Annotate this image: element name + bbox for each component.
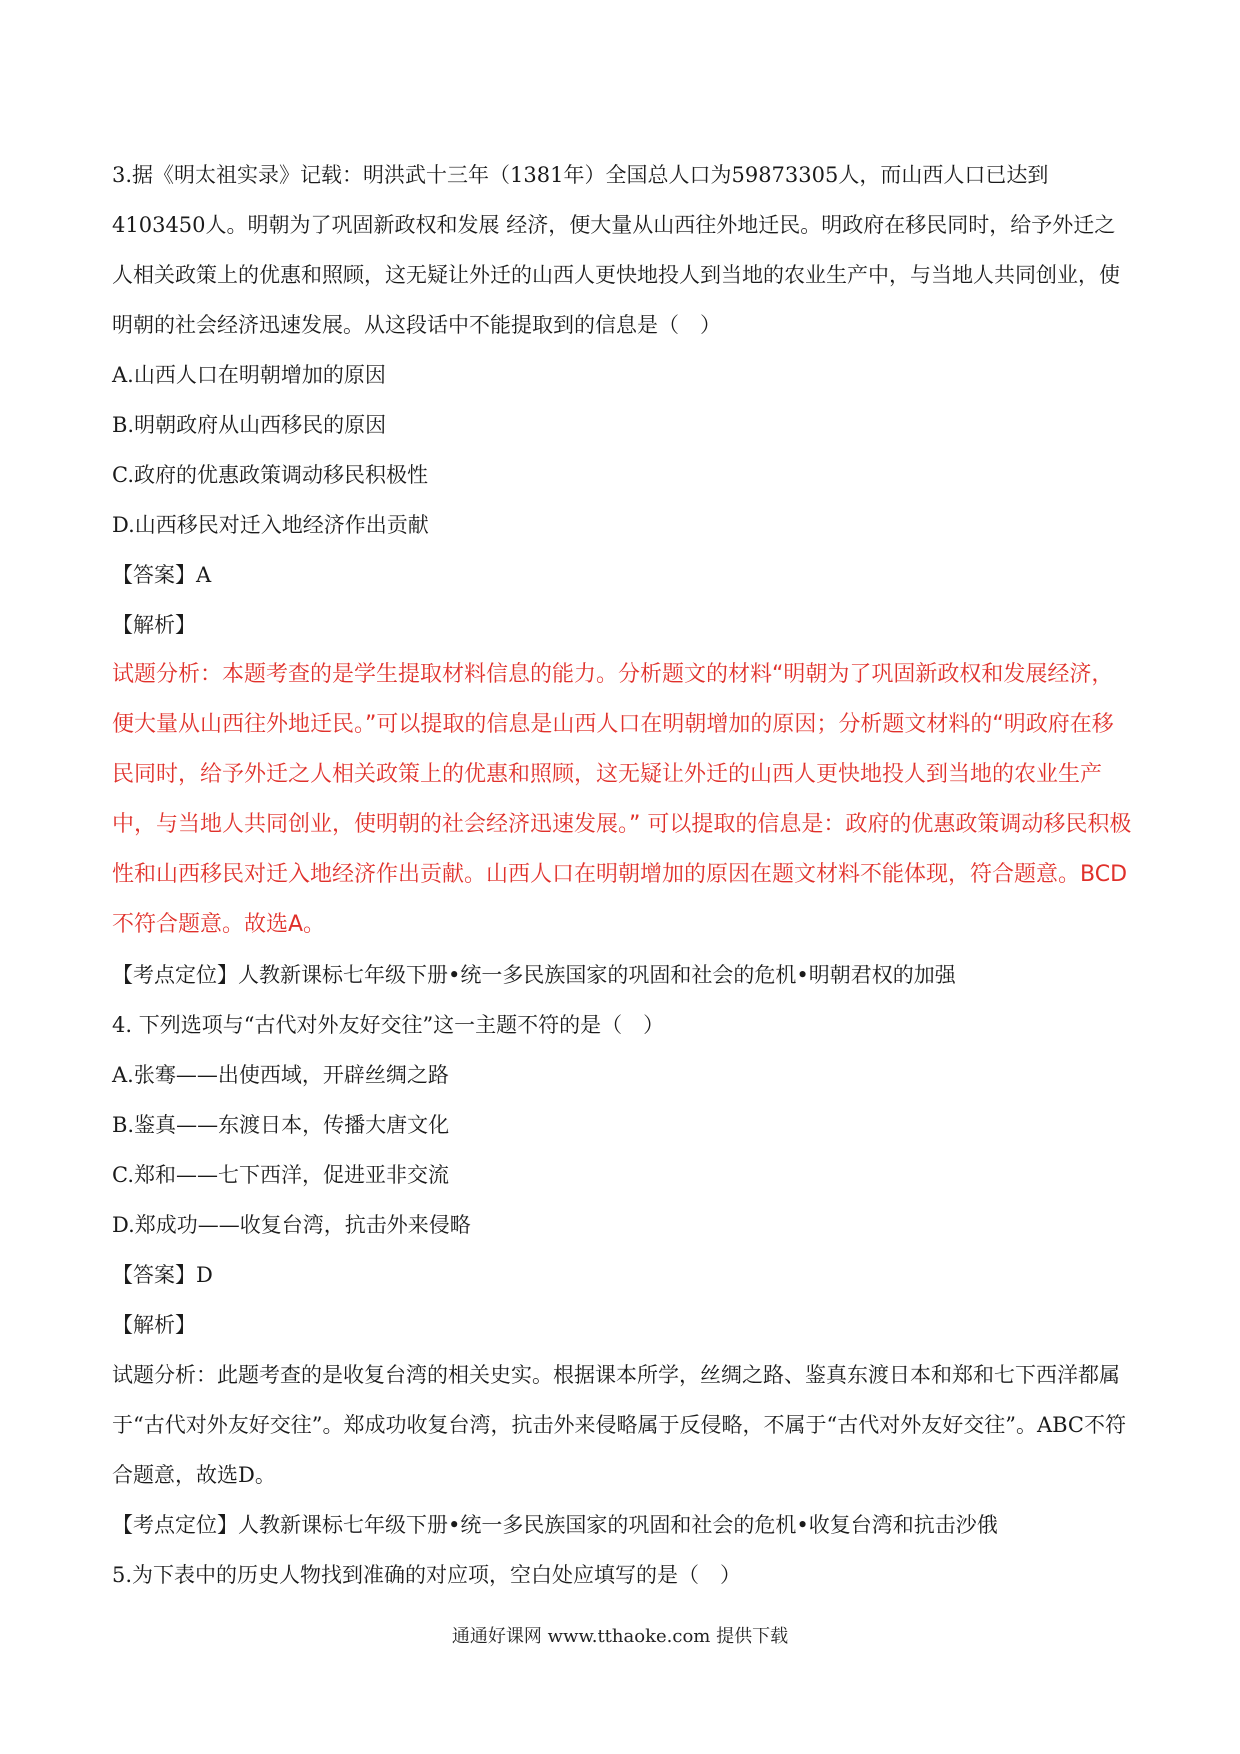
question-4-kaodian: 【考点定位】人教新课标七年级下册•统一多民族国家的巩固和社会的危机•收复台湾和抗击沙俄: [112, 1513, 998, 1537]
question-3-option-b: B.明朝政府从山西移民的原因: [112, 413, 387, 437]
question-4-option-d: D.郑成功——收复台湾，抗击外来侵略: [112, 1213, 471, 1237]
document-content: [112, 150, 1132, 1600]
question-3-option-d: D.山西移民对迁入地经济作出贡献: [112, 513, 429, 537]
question-5-stem: 5.为下表中的历史人物找到准确的对应项，空白处应填写的是（ ）: [112, 1563, 742, 1587]
question-3-option-c: C.政府的优惠政策调动移民积极性: [112, 463, 428, 487]
question-4-analysis-label: 【解析】: [112, 1313, 196, 1337]
question-4-stem: 4. 下列选项与“古代对外友好交往”这一主题不符的是（ ）: [112, 1013, 665, 1037]
question-3-analysis: 试题分析：本题考查的是学生提取材料信息的能力。分析题文的材料“明朝为了巩固新政权和发展经济，便大量从山西往外地迁民。”可以提取的信息是山西人口在明朝增加的原因；分析题文材料的“明政府在移民同时，给予外迁之人相关政策上的优惠和照顾，这无疑让外迁的山西人更快地投人到当地的农业生产中，与当地人共同创业，使明朝的社会经济迅速发展。” 可以提取的信息是：政府的优惠政策调动移民积极性和山西移民对迁入地经济作出贡献。山西人口在明朝增加的原因在题文材料不能体现，符合题意。BCD不符合题意。故选A。: [112, 662, 1132, 937]
question-4-answer: 【答案】D: [112, 1263, 213, 1287]
question-3-analysis-label: 【解析】: [112, 613, 196, 637]
question-4-option-c: C.郑和——七下西洋，促进亚非交流: [112, 1163, 449, 1187]
question-4-analysis: 试题分析：此题考查的是收复台湾的相关史实。根据课本所学，丝绸之路、鉴真东渡日本和郑和七下西洋都属于“古代对外友好交往”。郑成功收复台湾，抗击外来侵略属于反侵略，不属于“古代对外友好交往”。ABC不符合题意，故选D。: [112, 1363, 1126, 1487]
question-3-kaodian: 【考点定位】人教新课标七年级下册•统一多民族国家的巩固和社会的危机•明朝君权的加强: [112, 963, 956, 987]
question-3-answer: 【答案】A: [112, 563, 212, 587]
question-3-option-a: A.山西人口在明朝增加的原因: [112, 363, 386, 387]
page-footer: 通通好课网 www.tthaoke.com 提供下载: [451, 1626, 789, 1647]
question-4-option-b: B.鉴真——东渡日本，传播大唐文化: [112, 1113, 450, 1137]
question-3-stem: 3.据《明太祖实录》记载：明洪武十三年（1381年）全国总人口为59873305人，而山西人口已达到4103450人。明朝为了巩固新政权和发展 经济，便大量从山西往外地迁民。明政府在移民同时，给予外迁之人相关政策上的优惠和照顾，这无疑让外迁的山西人更快地投人到当地的农业生产中，与当地人共同创业，使明朝的社会经济迅速发展。从这段话中不能提取到的信息是（ ）: [112, 163, 1120, 337]
question-4-option-a: A.张骞——出使西域，开辟丝绸之路: [112, 1063, 449, 1087]
